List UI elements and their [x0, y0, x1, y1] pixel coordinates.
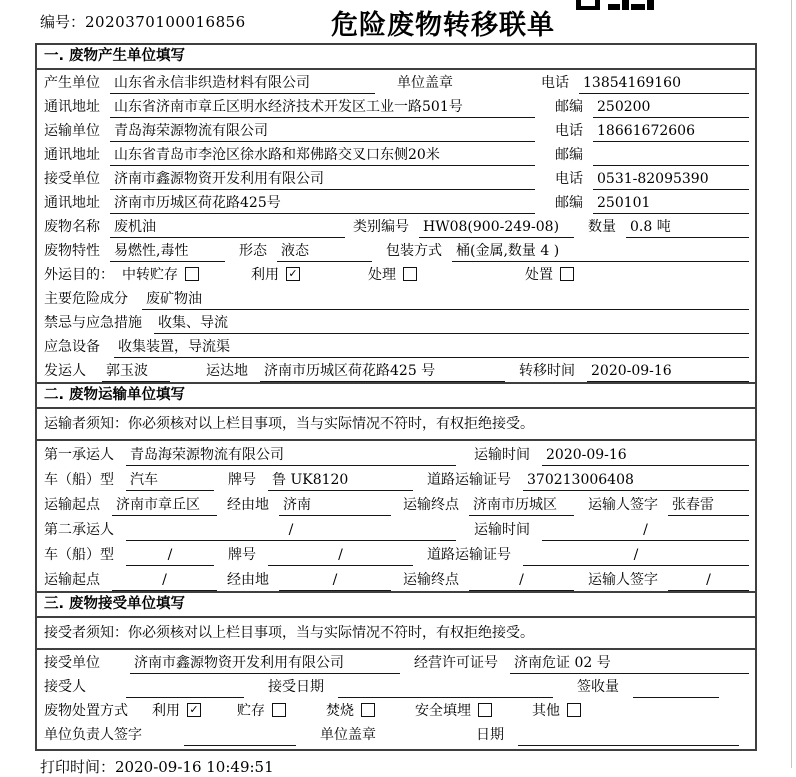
form-row [37, 70, 755, 94]
disposal-incinerate-checkbox-label: 焚烧 [326, 703, 354, 719]
license-no-label: 经营许可证号 [414, 655, 498, 671]
dispose-checkbox [560, 267, 574, 281]
responsible-sign-value [184, 725, 296, 746]
disposal-other-checkbox-group [532, 701, 581, 722]
form-row [37, 650, 755, 674]
second-plate-value: / [268, 545, 413, 566]
accept-seal-date-label: 日期 [476, 727, 504, 743]
first-origin-value: 济南市章丘区 [112, 495, 217, 516]
disposal-storage-checkbox-label: 贮存 [237, 703, 265, 719]
second-carrier-label: 第二承运人 [44, 522, 114, 538]
disposal-storage-checkbox [272, 703, 286, 717]
form-row [37, 166, 755, 190]
section-2 [37, 382, 755, 591]
accept-person-value [126, 677, 244, 698]
first-terminus-value: 济南市历城区 [469, 495, 574, 516]
second-carrier-sign-value: / [668, 570, 749, 591]
form-row [37, 722, 755, 749]
form-row [37, 541, 755, 566]
first-transport-date-label: 运输时间 [474, 447, 530, 463]
receiver-unit-label: 接受单位 [44, 171, 100, 187]
first-carrier-label: 第一承运人 [44, 447, 114, 463]
dispose-checkbox-group [525, 265, 574, 286]
producer-seal-label: 单位盖章 [397, 75, 453, 91]
destination-value: 济南市历城区荷花路425 号 [260, 361, 505, 382]
second-road-permit-label: 道路运输证号 [427, 547, 511, 563]
quantity-value: 0.8 吨 [626, 217, 749, 238]
disposal-landfill-checkbox-group [415, 701, 492, 722]
second-vehicle-type-value: / [126, 545, 214, 566]
producer-zip-value: 250200 [593, 97, 749, 118]
form-row [37, 358, 755, 382]
form-row [37, 441, 755, 466]
responsible-sign-label: 单位负责人签字 [44, 727, 142, 743]
transit-storage-checkbox [185, 267, 199, 281]
second-via-value: / [279, 570, 391, 591]
disposal-method-label: 废物处置方式 [44, 703, 128, 719]
producer-phone-value: 13854169160 [579, 73, 749, 94]
disposal-landfill-checkbox-label: 安全填埋 [415, 703, 471, 719]
form-row [37, 190, 755, 214]
doc-number-value: 2020370100016856 [85, 13, 246, 31]
producer-address-label: 通讯地址 [44, 99, 100, 115]
utilize-checkbox: ✓ [286, 267, 300, 281]
second-transport-date-value: / [542, 520, 749, 541]
accept-seal-date-value [518, 725, 739, 746]
dispose-checkbox-label: 处置 [525, 267, 553, 283]
print-time [35, 756, 757, 777]
producer-address-value: 山东省济南市章丘区明水经济技术开发区工业一路501号 [110, 97, 535, 118]
producer-zip-label: 邮编 [555, 99, 583, 115]
transporter-unit-value: 青岛海荣源物流有限公司 [110, 121, 535, 142]
transfer-date-label: 转移时间 [519, 363, 575, 379]
waste-name-label: 废物名称 [44, 219, 100, 235]
first-transport-date-value: 2020-09-16 [542, 445, 749, 466]
section-3-note: 接受者须知：你必须核对以上栏目事项，当与实际情况不符时，有权拒绝接受。 [37, 618, 755, 650]
first-carrier-value: 青岛海荣源物流有限公司 [126, 445, 456, 466]
disposal-utilize-checkbox-label: 利用 [152, 703, 180, 719]
waste-property-label: 废物特性 [44, 243, 100, 259]
shipper-value: 郭玉波 [102, 361, 170, 382]
page-edge-line [791, 0, 792, 768]
main-hazard-label: 主要危险成分 [44, 291, 128, 307]
second-origin-label: 运输起点 [44, 572, 100, 588]
doc-number-label: 编号： [40, 13, 86, 31]
first-via-label: 经由地 [227, 497, 269, 513]
first-plate-value: 鲁 UK8120 [268, 470, 413, 491]
emergency-equipment-label: 应急设备 [44, 339, 100, 355]
transporter-zip-value [593, 145, 749, 166]
accept-person-label: 接受人 [44, 679, 86, 695]
disposal-other-checkbox-label: 其他 [532, 703, 560, 719]
first-road-permit-value: 370213006408 [523, 470, 749, 491]
emergency-equipment-value: 收集装置，导流渠 [114, 337, 749, 358]
receiver-address-value: 济南市历城区荷花路425号 [110, 193, 535, 214]
received-amount-value [633, 677, 719, 698]
first-carrier-sign-label: 运输人签字 [588, 497, 658, 513]
accept-unit-value: 济南市鑫源物资开发利用有限公司 [130, 653, 400, 674]
form-row [37, 334, 755, 358]
transfer-purpose-label: 外运目的： [44, 267, 114, 283]
form-label: 形态 [239, 243, 267, 259]
utilize-checkbox-group [251, 265, 300, 286]
second-carrier-sign-label: 运输人签字 [588, 572, 658, 588]
transit-storage-checkbox-label: 中转贮存 [122, 267, 178, 283]
disposal-landfill-checkbox [478, 703, 492, 717]
shipper-label: 发运人 [44, 363, 86, 379]
category-code-value: HW08(900-249-08) [419, 217, 574, 238]
accept-date-label: 接受日期 [268, 679, 324, 695]
document-content [35, 43, 757, 777]
accept-date-value [338, 677, 553, 698]
print-time-value: 2020-09-16 10:49:51 [115, 758, 274, 776]
producer-unit-label: 产生单位 [44, 75, 100, 91]
transfer-date-value: 2020-09-16 [587, 361, 749, 382]
second-transport-date-label: 运输时间 [474, 522, 530, 538]
form-row [37, 262, 755, 286]
treat-checkbox-group [368, 265, 417, 286]
form-row [37, 142, 755, 166]
treat-checkbox-label: 处理 [368, 267, 396, 283]
emergency-measures-label: 禁忌与应急措施 [44, 315, 142, 331]
second-via-label: 经由地 [227, 572, 269, 588]
section-3-title: 三. 废物接受单位填写 [37, 593, 755, 618]
disposal-storage-checkbox-group [237, 701, 286, 722]
receiver-phone-label: 电话 [555, 171, 583, 187]
disposal-incinerate-checkbox [361, 703, 375, 717]
quantity-label: 数量 [588, 219, 616, 235]
received-amount-label: 签收量 [577, 679, 619, 695]
page-title: 危险废物转移联单 [331, 10, 555, 41]
section-3 [37, 591, 755, 749]
producer-phone-label: 电话 [541, 75, 569, 91]
disposal-other-checkbox [567, 703, 581, 717]
transporter-phone-value: 18661672606 [593, 121, 749, 142]
category-code-label: 类别编号 [353, 219, 409, 235]
second-terminus-value: / [469, 570, 574, 591]
receiver-zip-label: 邮编 [555, 195, 583, 211]
transporter-zip-label: 邮编 [555, 147, 583, 163]
form-row [37, 286, 755, 310]
form-row [37, 466, 755, 491]
transporter-unit-label: 运输单位 [44, 123, 100, 139]
transit-storage-checkbox-group [122, 265, 199, 286]
packing-value: 桶(金属,数量 4 ) [452, 241, 749, 262]
second-carrier-value: / [126, 520, 456, 541]
form-row [37, 516, 755, 541]
waste-name-value: 废机油 [110, 217, 345, 238]
form-row [37, 491, 755, 516]
section-1-title: 一. 废物产生单位填写 [37, 45, 755, 70]
form-value: 液态 [277, 241, 372, 262]
form-row [37, 674, 755, 698]
receiver-zip-value: 250101 [593, 193, 749, 214]
emergency-measures-value: 收集、导流 [154, 313, 749, 334]
second-road-permit-value: / [523, 545, 749, 566]
waste-property-value: 易燃性,毒性 [110, 241, 225, 262]
first-via-value: 济南 [279, 495, 391, 516]
receiver-address-label: 通讯地址 [44, 195, 100, 211]
second-terminus-label: 运输终点 [403, 572, 459, 588]
form-row [37, 566, 755, 591]
transporter-address-label: 通讯地址 [44, 147, 100, 163]
form-row [37, 698, 755, 722]
first-plate-label: 牌号 [228, 472, 256, 488]
packing-label: 包装方式 [386, 243, 442, 259]
disposal-incinerate-checkbox-group [326, 701, 375, 722]
producer-unit-value: 山东省永信非织造材料有限公司 [110, 73, 375, 94]
form-box [35, 43, 757, 751]
receiver-phone-value: 0531-82095390 [593, 169, 749, 190]
utilize-checkbox-label: 利用 [251, 267, 279, 283]
first-carrier-sign-value: 张春雷 [668, 495, 749, 516]
form-row [37, 214, 755, 238]
transporter-phone-label: 电话 [555, 123, 583, 139]
first-vehicle-type-label: 车（船）型 [44, 472, 114, 488]
form-row [37, 310, 755, 334]
form-row [37, 94, 755, 118]
accept-unit-label: 接受单位 [44, 655, 100, 671]
print-time-label: 打印时间： [40, 758, 116, 776]
accept-seal-label: 单位盖章 [320, 727, 376, 743]
form-row [37, 118, 755, 142]
license-no-value: 济南危证 02 号 [510, 653, 749, 674]
receiver-unit-value: 济南市鑫源物资开发利用有限公司 [110, 169, 535, 190]
disposal-utilize-checkbox: ✓ [187, 703, 201, 717]
disposal-utilize-checkbox-group [152, 701, 201, 722]
first-road-permit-label: 道路运输证号 [427, 472, 511, 488]
section-1 [37, 45, 755, 382]
second-origin-value: / [112, 570, 217, 591]
section-2-note: 运输者须知：你必须核对以上栏目事项，当与实际情况不符时，有权拒绝接受。 [37, 409, 755, 441]
second-plate-label: 牌号 [228, 547, 256, 563]
destination-label: 运达地 [206, 363, 248, 379]
main-hazard-value: 废矿物油 [142, 289, 749, 310]
form-row [37, 238, 755, 262]
second-vehicle-type-label: 车（船）型 [44, 547, 114, 563]
qr-code-partial-icon [576, 0, 656, 10]
first-origin-label: 运输起点 [44, 497, 100, 513]
treat-checkbox [403, 267, 417, 281]
section-2-title: 二. 废物运输单位填写 [37, 384, 755, 409]
transporter-address-value: 山东省青岛市李沧区徐水路和郑佛路交叉口东侧20米 [110, 145, 535, 166]
first-terminus-label: 运输终点 [403, 497, 459, 513]
first-vehicle-type-value: 汽车 [126, 470, 214, 491]
